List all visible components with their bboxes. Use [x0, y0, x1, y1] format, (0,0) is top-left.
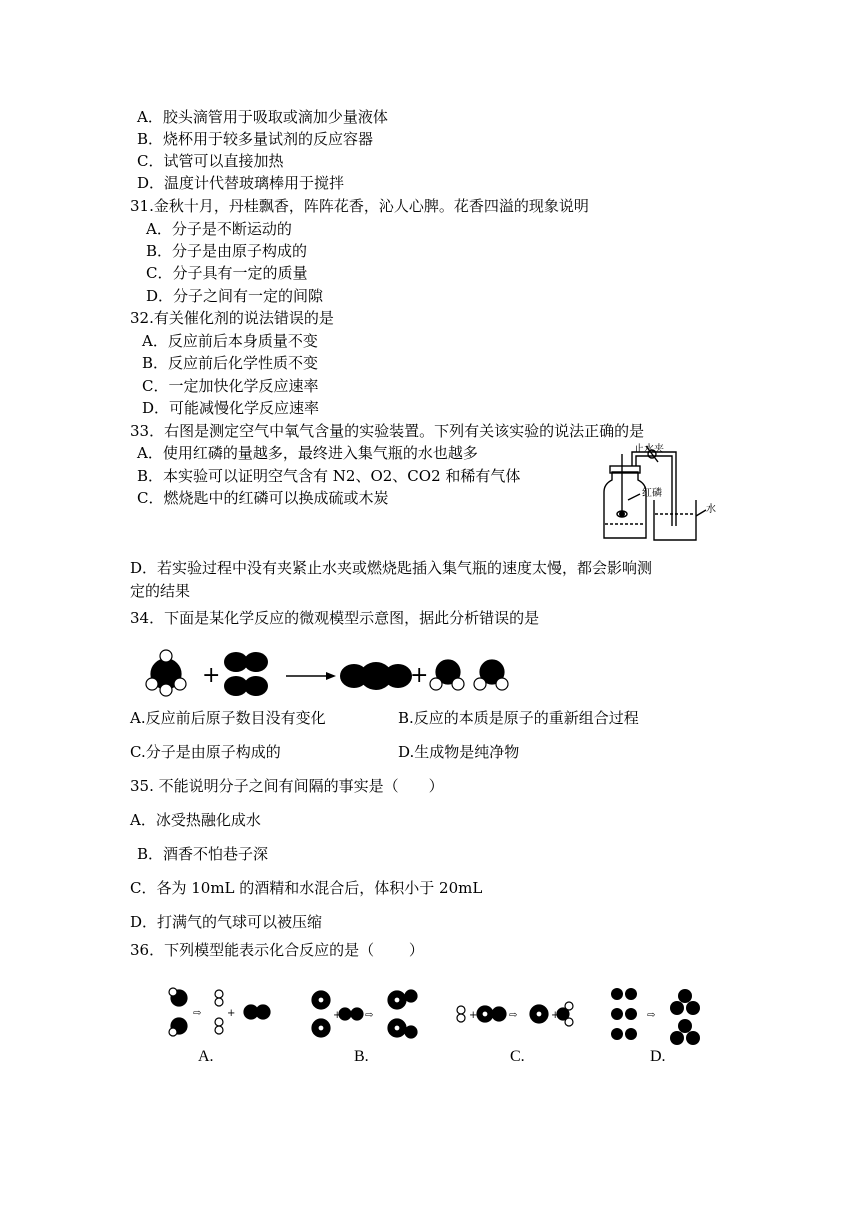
q30-option-c: C．试管可以直接加热	[137, 152, 284, 170]
svg-text:+: +	[551, 1010, 560, 1021]
svg-text:+: +	[227, 1008, 236, 1019]
q32-option-a: A．反应前后本身质量不变	[142, 332, 318, 350]
q35-option-a: A．冰受热融化成水	[130, 811, 261, 829]
q33-option-d-line2: 定的结果	[130, 582, 191, 600]
q33-option-a: A．使用红磷的量越多，最终进入集气瓶的水也越多	[137, 444, 478, 462]
q33-option-b: B．本实验可以证明空气含有 N2、O2、CO2 和稀有气体	[137, 467, 521, 485]
q32-option-d: D．可能减慢化学反应速率	[142, 399, 320, 417]
label-clamp: 止水夹	[634, 444, 664, 455]
svg-text:+: +	[202, 663, 221, 688]
model-options-figure	[165, 984, 725, 1048]
label-phosphorus: 红磷	[642, 488, 662, 499]
q32-option-b: B．反应前后化学性质不变	[142, 354, 319, 372]
q31-option-d: D．分子之间有一定的间隙	[146, 287, 324, 305]
q31-option-c: C．分子具有一定的质量	[146, 264, 308, 282]
label-water: 水	[706, 504, 716, 515]
svg-text:⇨: ⇨	[647, 1010, 656, 1021]
reaction-model-figure	[140, 648, 520, 704]
q34-option-a: A.反应前后原子数目没有变化	[130, 709, 326, 727]
q31-option-b: B．分子是由原子构成的	[146, 242, 308, 260]
svg-text:⇨: ⇨	[509, 1010, 518, 1021]
q33-stem: 33．右图是测定空气中氧气含量的实验装置。下列有关该实验的说法正确的是	[130, 422, 645, 440]
q30-option-a: A．胶头滴管用于吸取或滴加少量液体	[137, 108, 388, 126]
q30-option-d: D．温度计代替玻璃棒用于搅拌	[137, 174, 345, 192]
q34-option-c: C.分子是由原子构成的	[130, 743, 281, 761]
q36-caption-a: A.	[198, 1048, 214, 1065]
oxygen-apparatus-figure	[592, 440, 730, 544]
q35-stem: 35. 不能说明分子之间有间隔的事实是（ ）	[130, 777, 444, 795]
q34-stem: 34．下面是某化学反应的微观模型示意图，据此分析错误的是	[130, 609, 540, 627]
q36-caption-c: C.	[510, 1048, 525, 1065]
q31-option-a: A．分子是不断运动的	[146, 220, 292, 238]
svg-text:+: +	[333, 1010, 342, 1021]
q35-option-c: C．各为 10mL 的酒精和水混合后，体积小于 20mL	[130, 879, 483, 897]
q36-caption-d: D.	[650, 1048, 666, 1065]
q34-option-d: D.生成物是纯净物	[398, 743, 520, 761]
q34-option-b: B.反应的本质是原子的重新组合过程	[398, 709, 639, 727]
q35-option-b: B．酒香不怕巷子深	[137, 845, 269, 863]
q33-option-d-line1: D．若实验过程中没有夹紧止水夹或燃烧匙插入集气瓶的速度太慢，都会影响测	[130, 559, 653, 577]
q33-option-c: C．燃烧匙中的红磷可以换成硫或木炭	[137, 489, 389, 507]
q36-stem: 36．下列模型能表示化合反应的是（ ）	[130, 941, 424, 959]
svg-text:+: +	[469, 1010, 478, 1021]
q32-option-c: C．一定加快化学反应速率	[142, 377, 319, 395]
q35-option-d: D．打满气的气球可以被压缩	[130, 913, 323, 931]
svg-text:+: +	[410, 663, 429, 688]
q31-stem: 31.金秋十月，丹桂飘香，阵阵花香，沁人心脾。花香四溢的现象说明	[130, 197, 589, 215]
q36-caption-b: B.	[354, 1048, 369, 1065]
q30-option-b: B．烧杯用于较多量试剂的反应容器	[137, 130, 374, 148]
svg-text:⇨: ⇨	[193, 1008, 202, 1019]
svg-text:⇨: ⇨	[365, 1010, 374, 1021]
q32-stem: 32.有关催化剂的说法错误的是	[130, 309, 334, 327]
